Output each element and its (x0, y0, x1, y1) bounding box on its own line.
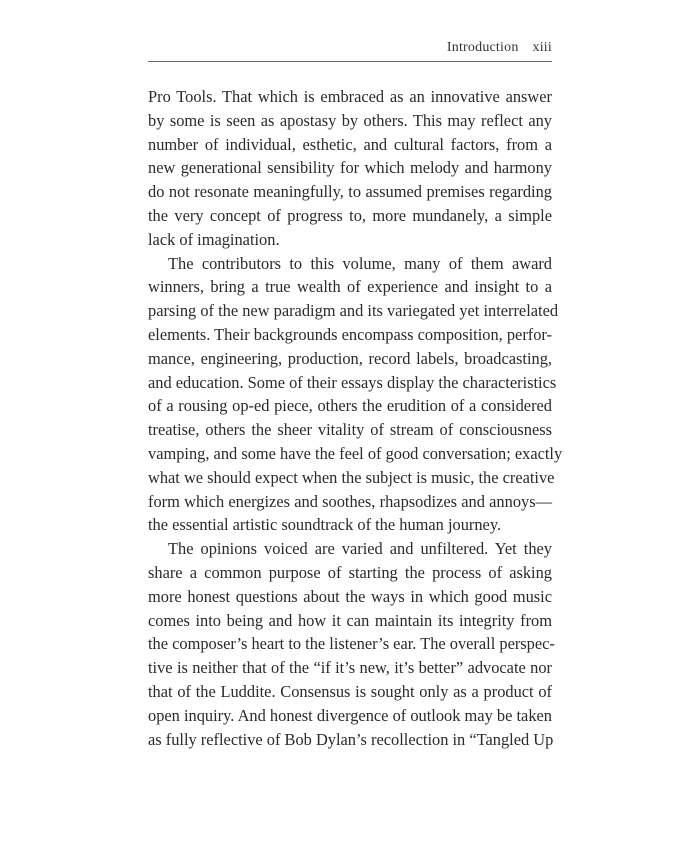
text-line: mance, engineering, production, record labels, broadcasting, (148, 348, 552, 368)
text-line: what we should expect when the subject is music, the creative (148, 467, 555, 487)
body-text (148, 85, 563, 751)
text-line: the very concept of progress to, more mundanely, a simple (148, 205, 552, 225)
text-line: and education. Some of their essays display the characteristics (148, 372, 557, 392)
header-rule (148, 61, 552, 62)
paragraph-3 (148, 537, 555, 751)
text-line: that of the Luddite. Consensus is sought only as a product of (148, 681, 552, 701)
page-number: xiii (532, 40, 552, 55)
paragraph-2 (148, 252, 563, 538)
text-line: new generational sensibility for which melody and harmony (148, 158, 552, 178)
text-line: form which energizes and soothes, rhapsodizes and annoys— (148, 491, 552, 511)
text-line: treatise, others the sheer vitality of stream of consciousness (148, 420, 552, 440)
running-head (148, 40, 552, 60)
text-line: tive is neither that of the “if it’s new, it’s better” advocate nor (148, 658, 552, 678)
text-line: The contributors to this volume, many of them award (168, 253, 552, 273)
text-line: do not resonate meaningfully, to assumed premises regarding (148, 182, 552, 202)
text-line: parsing of the new paradigm and its variegated yet interrelated (148, 301, 559, 321)
text-line: Pro Tools. That which is embraced as an innovative answer (148, 87, 552, 106)
text-line: The opinions voiced are varied and unfiltered. Yet they (168, 539, 552, 559)
text-line: the composer’s heart to the listener’s ear. The overall perspec- (148, 634, 555, 654)
text-line: share a common purpose of starting the process of asking (148, 562, 552, 582)
text-line: of a rousing op-ed piece, others the erudition of a considered (148, 396, 552, 416)
text-line: winners, bring a true wealth of experience and insight to a (148, 277, 552, 297)
text-line: by some is seen as apostasy by others. This may reflect any (148, 110, 552, 130)
text-line: vamping, and some have the feel of good conversation; exactly (148, 443, 563, 463)
text-line: the essential artistic soundtrack of the human journey. (148, 515, 502, 535)
text-line: elements. Their backgrounds encompass composition, perfor- (148, 324, 553, 344)
text-line: as fully reflective of Bob Dylan’s recollection in “Tangled Up (148, 729, 554, 749)
text-line: open inquiry. And honest divergence of outlook may be taken (148, 705, 552, 725)
text-line: more honest questions about the ways in which good music (148, 586, 552, 606)
text-line: comes into being and how it can maintain its integrity from (148, 610, 552, 630)
text-line: lack of imagination. (148, 229, 280, 249)
paragraph-1 (148, 85, 552, 252)
text-line: number of individual, esthetic, and cultural factors, from a (148, 134, 552, 154)
running-head-section-title: Introduction (446, 40, 519, 55)
